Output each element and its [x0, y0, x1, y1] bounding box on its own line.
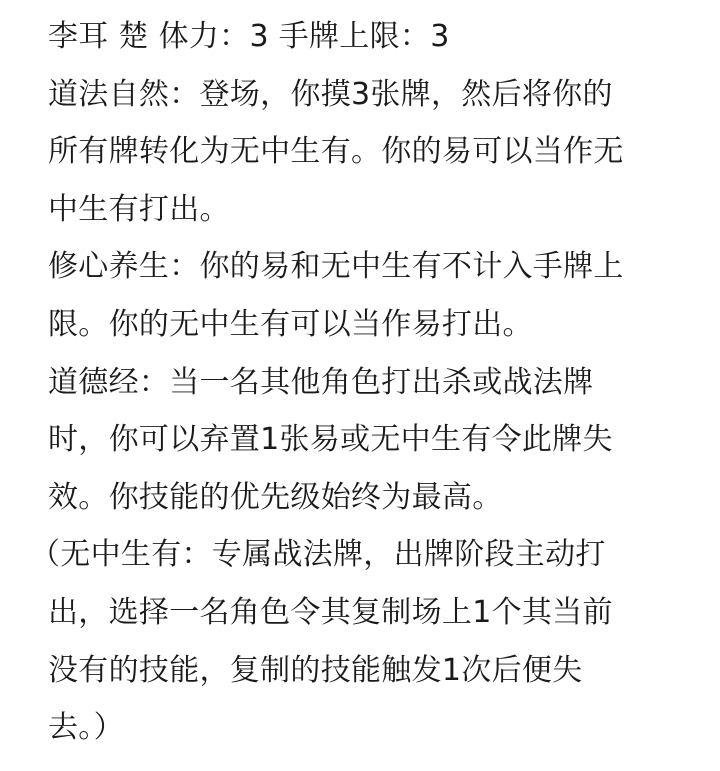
skill-daofaziran-line-3: 中生有打出。: [48, 191, 230, 227]
card-description: [30, 8, 688, 757]
note-wuzhongshengyou-line-4: 去。）: [48, 710, 124, 746]
note-wuzhongshengyou-line-2: 出，选择一名角色令其复制场上1个其当前: [48, 594, 613, 630]
skill-daodejing-line-2: 时，你可以弃置1张易或无中生有令此牌失: [48, 422, 613, 458]
skill-daodejing-line-1: 道德经：当一名其他角色打出杀或战法牌: [48, 364, 594, 400]
skill-daofaziran-line-1: 道法自然：登场，你摸3张牌，然后将你的: [48, 76, 613, 112]
card-header: 李耳 楚 体力：3 手牌上限：3: [48, 19, 450, 54]
note-wuzhongshengyou-line-1: （无中生有：专属战法牌，出牌阶段主动打: [30, 537, 606, 573]
note-wuzhongshengyou-line-3: 没有的技能，复制的技能触发1次后便失: [48, 652, 583, 688]
skill-daodejing-line-3: 效。你技能的优先级始终为最高。: [48, 479, 503, 515]
skill-xiuxinyangsheng-line-1: 修心养生：你的易和无中生有不计入手牌上: [48, 249, 624, 285]
skill-xiuxinyangsheng-line-2: 限。你的无中生有可以当作易打出。: [48, 306, 533, 342]
skill-daofaziran-line-2: 所有牌转化为无中生有。你的易可以当作无: [48, 134, 624, 170]
